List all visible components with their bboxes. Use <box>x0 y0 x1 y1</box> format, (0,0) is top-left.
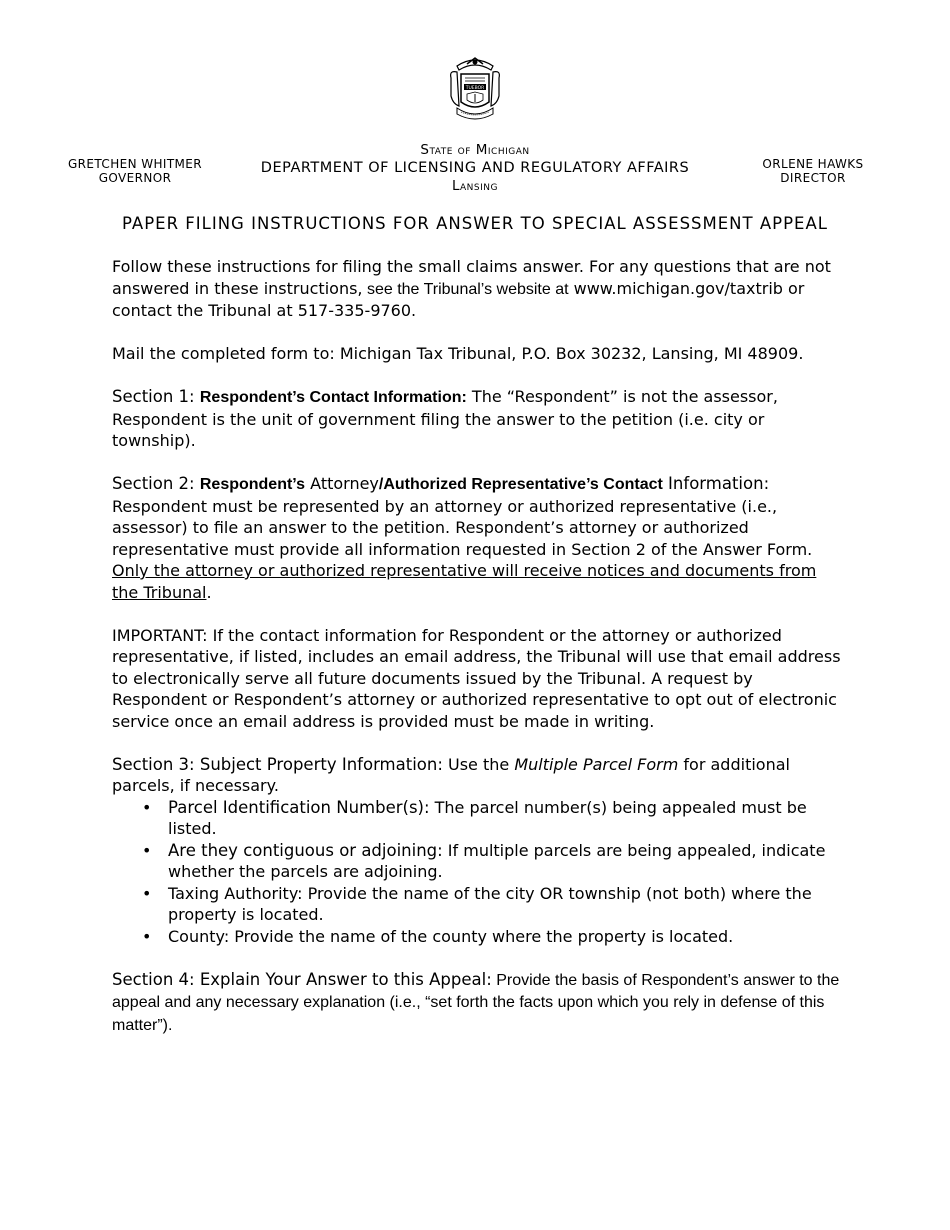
section-2-end: . <box>206 582 212 602</box>
intro-text-b: see the Tribunal’s website at <box>362 280 569 298</box>
list-item <box>142 926 842 948</box>
section-2-heading-b: Attorney <box>305 474 379 493</box>
list-item-text: Provide the name of the city OR township (not both) where the property is located. <box>168 883 812 924</box>
director-block <box>728 157 898 185</box>
section-2-body: Respondent must be represented by an attorney or authorized representative (i.e., assessor) to file an answer to the petition. Respondent’s attorney or authorized representative must provide all information requested in Section 2 of the Answer Form. <box>112 496 813 559</box>
list-item-text: If multiple parcels are being appealed, indicate whether the parcels are adjoining. <box>168 840 826 881</box>
bullet-icon: • <box>142 840 152 860</box>
section-3-body-b: for additional parcels, if necessary. <box>112 754 790 795</box>
list-item-text: Provide the name of the county where the property is located. <box>229 926 734 946</box>
mail-paragraph: Mail the completed form to: Michigan Tax Tribunal, P.O. Box 30232, Lansing, MI 48909. <box>112 344 804 363</box>
bullet-icon: • <box>142 797 152 817</box>
multiple-parcel-form-name: Multiple Parcel Form <box>514 754 679 774</box>
section-2-heading-d: Information: <box>662 474 770 493</box>
important-body: If the contact information for Respondent or the attorney or authorized representative, if listed, includes an email address, the Tribunal will use that email address to electronically serve all future documents issued by the Tribunal. A request by Respondent or Respondent’s attorney or authorized representative to opt out of electronic service once an email address is provided must be made in writing. <box>112 625 841 731</box>
section-3-list <box>112 797 842 948</box>
intro-paragraph <box>112 256 842 322</box>
section-3 <box>112 754 842 797</box>
intro-text-c: www.michigan.gov/taxtrib or contact the Tribunal at 517-335-9760. <box>112 278 805 320</box>
agency-block <box>215 141 735 195</box>
seal-motto: TUEBOR <box>465 86 485 91</box>
section-2 <box>112 473 842 603</box>
list-item <box>142 883 842 926</box>
list-item-term: Parcel Identification Number(s): <box>168 797 430 817</box>
section-4-body: Provide the basis of Respondent’s answer to the appeal and any necessary explanation (i.e., “set forth the facts upon which you rely in defense of this matter”). <box>112 971 840 1034</box>
state-seal-icon <box>445 56 505 124</box>
director-name: ORLENE HAWKS <box>762 157 864 171</box>
list-item-term: Taxing Authority: <box>168 883 303 903</box>
director-title: DIRECTOR <box>780 171 846 185</box>
bullet-icon: • <box>142 926 152 946</box>
intro-text-a: Follow these instructions for filing the small claims answer. For any questions that are not answered in these instructions, <box>112 257 831 298</box>
section-1 <box>112 386 842 452</box>
section-1-body: The “Respondent” is not the assessor, Respondent is the unit of government filing the answer to the petition (i.e. city or township). <box>112 387 778 450</box>
governor-block <box>50 157 220 185</box>
list-item <box>142 797 842 840</box>
bullet-icon: • <box>142 883 152 903</box>
section-2-label: Section 2: <box>112 474 200 493</box>
section-3-label: Section 3: Subject Property Information: <box>112 754 443 774</box>
list-item <box>142 840 842 883</box>
list-item-term: County: <box>168 926 230 946</box>
section-2-heading-a: Respondent’s <box>199 476 306 493</box>
section-1-heading: Respondent’s Contact Information: <box>199 389 467 406</box>
section-2-underlined: Only the attorney or authorized representative will receive notices and documents from the Tribunal <box>112 561 817 602</box>
important-label: IMPORTANT: <box>112 625 208 645</box>
section-2-heading-c: /Authorized Representative’s Contact <box>378 476 663 493</box>
document-title: PAPER FILING INSTRUCTIONS FOR ANSWER TO SPECIAL ASSESSMENT APPEAL <box>122 214 828 233</box>
list-item-text: The parcel number(s) being appealed must be listed. <box>168 797 807 838</box>
important-paragraph <box>112 625 842 733</box>
city-name: Lansing <box>452 178 498 194</box>
list-item-term: Are they contiguous or adjoining: <box>168 840 443 860</box>
state-name: State of Michigan <box>420 142 530 158</box>
section-1-label: Section 1: <box>112 387 200 406</box>
section-3-body-a: Use the <box>442 754 515 774</box>
department-name: DEPARTMENT OF LICENSING AND REGULATORY AFFAIRS <box>260 160 690 176</box>
governor-name: GRETCHEN WHITMER <box>67 157 203 171</box>
section-4-label: Section 4: Explain Your Answer to this Appeal: <box>112 969 492 989</box>
governor-title: GOVERNOR <box>98 171 172 185</box>
instructions-body <box>112 256 842 1058</box>
section-4 <box>112 969 842 1037</box>
